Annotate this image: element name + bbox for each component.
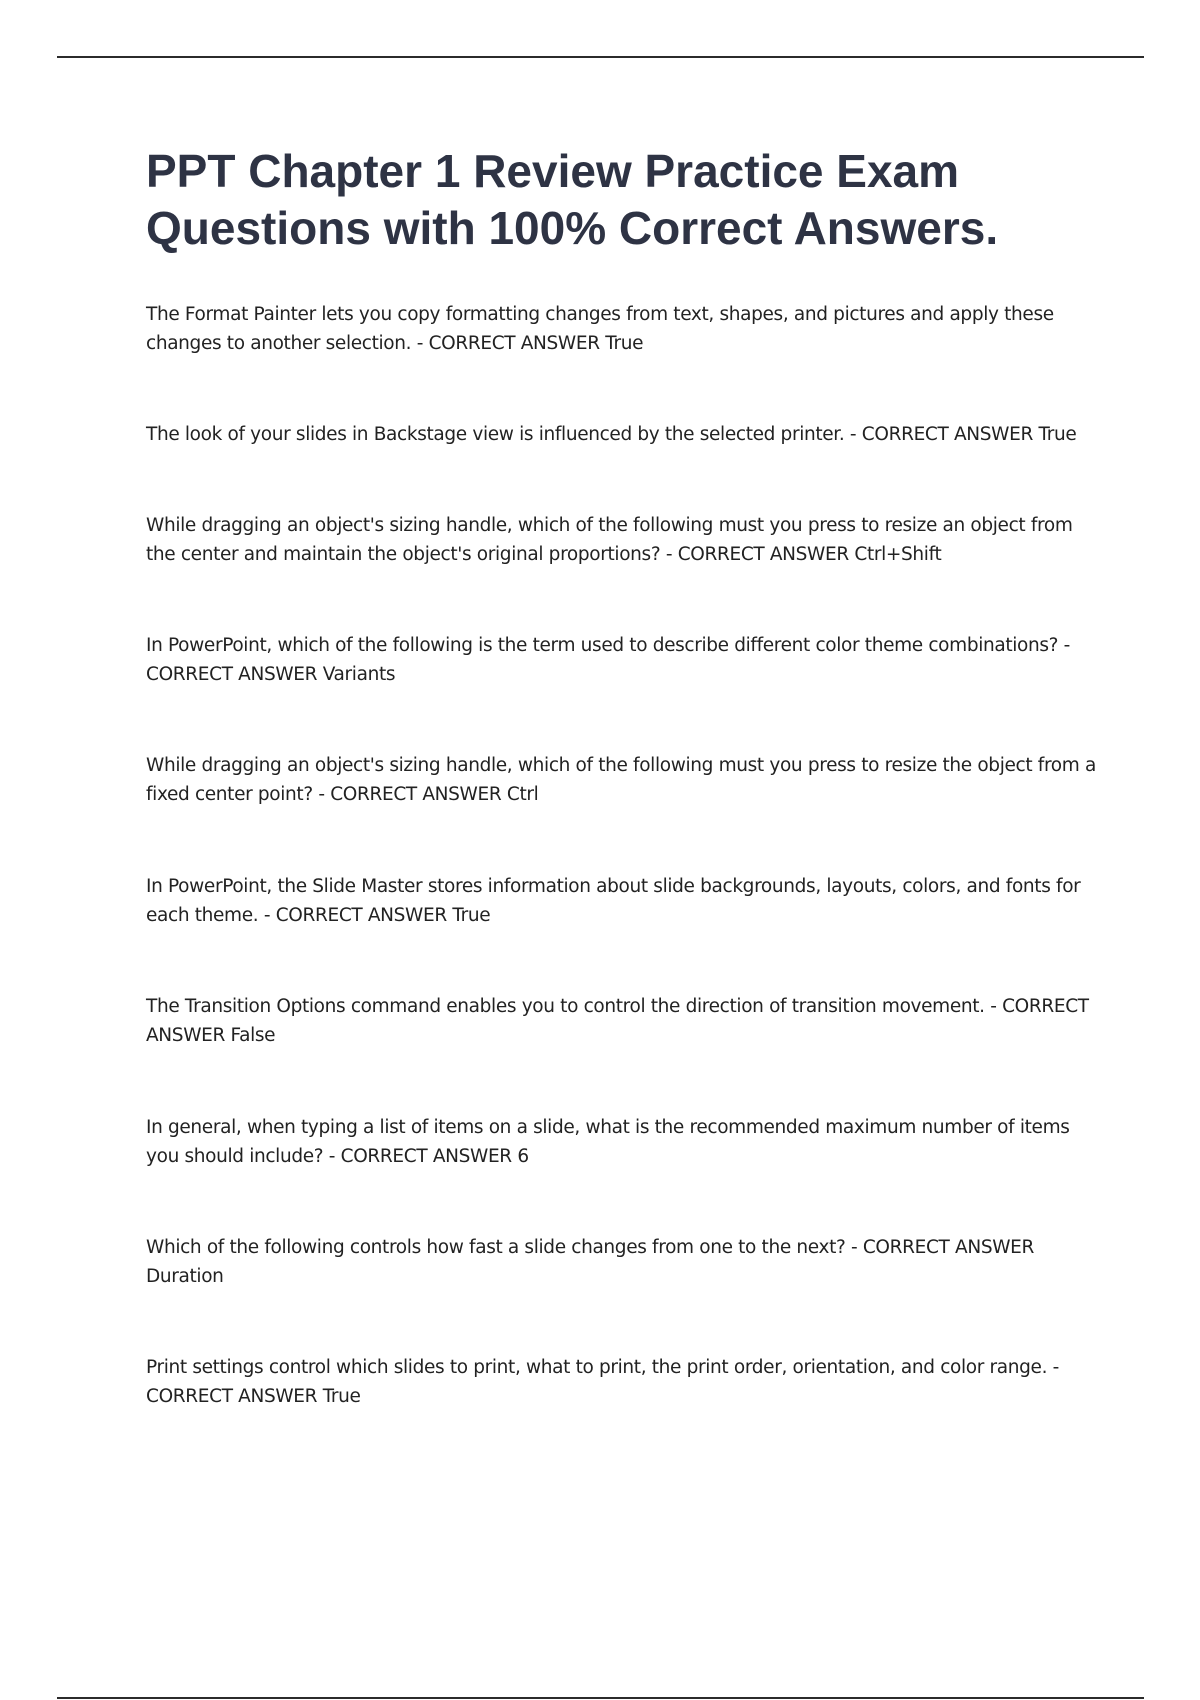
footer-rule — [57, 1697, 1144, 1699]
qa-item — [146, 751, 1106, 809]
answer-value: Ctrl+Shift — [854, 544, 942, 565]
answer-value: Duration — [146, 1266, 224, 1287]
answer-label: CORRECT ANSWER — [340, 1146, 512, 1167]
question-text: While dragging an object's sizing handle, which of the following must you press to resize an object from the center and maintain the object's original proportions? — [146, 515, 1073, 565]
answer-label: CORRECT ANSWER — [428, 333, 600, 354]
question-text: The Format Painter lets you copy formatting changes from text, shapes, and pictures and apply these changes to another selection. — [146, 304, 1054, 354]
answer-label: CORRECT ANSWER — [862, 1237, 1034, 1258]
qa-item — [146, 300, 1106, 358]
question-text: Print settings control which slides to print, what to print, the print order, orientation, and color range. — [146, 1357, 1048, 1378]
answer-label: CORRECT ANSWER — [146, 1386, 318, 1407]
answer-value: True — [322, 1386, 361, 1407]
qa-item — [146, 511, 1106, 569]
answer-label: CORRECT ANSWER — [330, 784, 502, 805]
header-rule — [57, 56, 1144, 58]
question-text: In PowerPoint, the Slide Master stores information about slide backgrounds, layouts, colors, and fonts for each theme. — [146, 876, 1081, 926]
answer-label: CORRECT ANSWER — [861, 424, 1033, 445]
qa-item — [146, 1233, 1106, 1291]
answer-label: CORRECT ANSWER — [146, 996, 1089, 1046]
answer-value: Ctrl — [506, 784, 539, 805]
question-text: Which of the following controls how fast a slide changes from one to the next? — [146, 1237, 846, 1258]
answer-value: True — [1038, 424, 1077, 445]
answer-value: True — [452, 905, 491, 926]
qa-item — [146, 420, 1106, 449]
question-text: The Transition Options command enables you to control the direction of transition movement. — [146, 996, 985, 1017]
answer-label: CORRECT ANSWER — [275, 905, 447, 926]
qa-item — [146, 1353, 1106, 1411]
answer-value: False — [230, 1025, 276, 1046]
qa-item — [146, 872, 1106, 930]
page-title: PPT Chapter 1 Review Practice Exam Questions with 100% Correct Answers. — [146, 145, 999, 254]
qa-item — [146, 631, 1106, 689]
question-text: In general, when typing a list of items on a slide, what is the recommended maximum number of items you should include? — [146, 1117, 1070, 1167]
answer-value: Variants — [322, 664, 396, 685]
answer-label: CORRECT ANSWER — [677, 544, 849, 565]
answer-value: 6 — [517, 1146, 529, 1167]
qa-item — [146, 1113, 1106, 1171]
question-text: While dragging an object's sizing handle, which of the following must you press to resize the object from a fixed center point? — [146, 755, 1096, 805]
qa-item — [146, 992, 1106, 1050]
question-text: In PowerPoint, which of the following is the term used to describe different color theme combinations? — [146, 635, 1059, 656]
answer-label: CORRECT ANSWER — [146, 664, 318, 685]
answer-value: True — [605, 333, 644, 354]
question-text: The look of your slides in Backstage view is influenced by the selected printer. — [146, 424, 845, 445]
